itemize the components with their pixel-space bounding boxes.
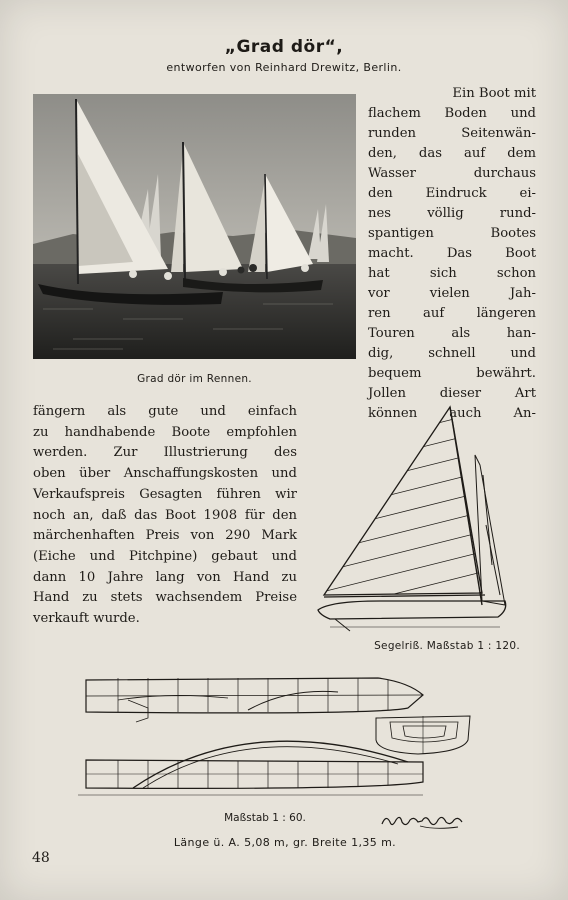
text-line: Ein Boot mit	[452, 86, 536, 101]
text-line: fängern als gute und einfach	[33, 404, 297, 419]
text-line: den Eindruck ei-	[368, 186, 536, 201]
text-line: können auch An-	[368, 406, 536, 421]
text-line: oben über Anschaffungskosten und	[33, 466, 297, 482]
text-line: ren auf längeren	[368, 306, 536, 321]
hull-scale-caption: Maßstab 1 : 60.	[224, 812, 306, 824]
text-line: (Eiche und Pitchpine) gebaut und	[33, 548, 297, 564]
race-photo-image	[33, 94, 356, 359]
text-line: verkauft wurde.	[33, 611, 140, 627]
page-number: 48	[32, 850, 50, 866]
designer-signature	[380, 808, 465, 834]
text-line: Hand zu stets wachsendem Preise	[33, 590, 297, 606]
text-line: dann 10 Jahre lang von Hand zu	[33, 569, 297, 585]
article-subtitle: entworfen von Reinhard Drewitz, Berlin.	[166, 61, 402, 74]
text-line: werden. Zur Illustrierung des	[33, 445, 297, 461]
sail-plan-caption: Segelriß. Maßstab 1 : 120.	[374, 640, 520, 652]
text-line: noch an, daß das Boot 1908 für den	[33, 507, 297, 523]
sail-plan-drawing	[310, 405, 520, 637]
text-line: bequem bewährt.	[368, 366, 536, 381]
hull-lines-drawing	[78, 670, 478, 800]
text-line: vor vielen Jah-	[368, 286, 536, 301]
race-photo	[33, 94, 356, 359]
text-line: Verkaufspreis Gesagten führen wir	[33, 486, 297, 502]
article-title: „Grad dör“,	[224, 37, 344, 57]
text-line: Jollen dieser Art	[368, 386, 536, 401]
text-line: nes völlig rund-	[368, 206, 536, 221]
text-line: den, das auf dem	[368, 146, 536, 161]
text-line: dig, schnell und	[368, 346, 536, 361]
text-line: zu handhabende Boote empfohlen	[33, 424, 297, 440]
text-line: macht. Das Boot	[368, 246, 536, 261]
photo-caption: Grad dör im Rennen.	[137, 373, 252, 385]
text-line: runden Seitenwän-	[368, 126, 536, 141]
text-column-left	[33, 402, 297, 630]
text-line: spantigen Bootes	[368, 226, 536, 241]
text-line: Touren als han-	[368, 326, 536, 341]
text-line: Wasser durchaus	[368, 166, 536, 181]
text-line: flachem Boden und	[368, 106, 536, 121]
text-line: hat sich schon	[368, 266, 536, 281]
boat-dimensions: Länge ü. A. 5,08 m, gr. Breite 1,35 m.	[173, 836, 397, 849]
text-line: märchenhaften Preis von 290 Mark	[33, 528, 297, 544]
text-column-right	[368, 84, 536, 424]
